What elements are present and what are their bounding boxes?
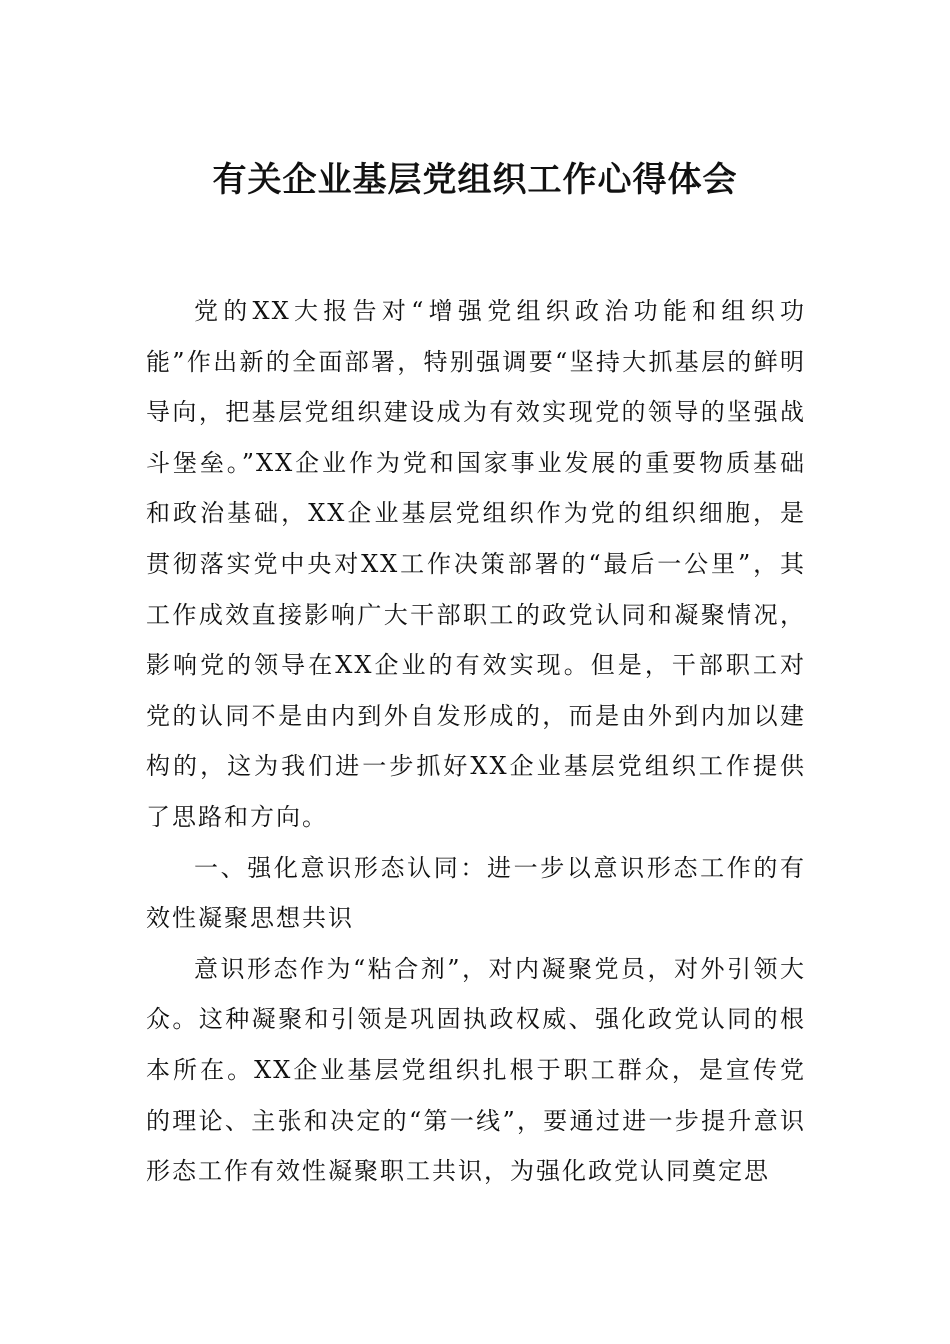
document-title: 有关企业基层党组织工作心得体会 <box>212 160 738 200</box>
paragraph-intro: 党的XX大报告对“增强党组织政治功能和组织功能”作出新的全面部署，特别强调要“坚持大抓基层的鲜明导向，把基层党组织建设成为有效实现党的领导的坚强战斗堡垒。”XX企业作为党和国家事业发展的重要物质基础和政治基础，XX企业基层党组织作为党的组织细胞，是贯彻落实党中央对XX工作决策部署的“最后一公里”，其工作成效直接影响广大干部职工的政党认同和凝聚情况，影响党的领导在XX企业的有效实现。但是，干部职工对党的认同不是由内到外自发形成的，而是由外到内加以建构的，这为我们进一步抓好XX企业基层党组织工作提供了思路和方向。 <box>146 297 806 831</box>
section-heading-1: 一、强化意识形态认同：进一步以意识形态工作的有效性凝聚思想共识 <box>146 853 806 933</box>
document-body <box>146 286 806 1197</box>
paragraph-section-1: 意识形态作为“粘合剂”，对内凝聚党员，对外引领大众。这种凝聚和引领是巩固执政权威、强化政党认同的根本所在。XX企业基层党组织扎根于职工群众，是宣传党的理论、主张和决定的“第一线”，要通过进一步提升意识形态工作有效性凝聚职工共识，为强化政党认同奠定思 <box>146 954 806 1186</box>
